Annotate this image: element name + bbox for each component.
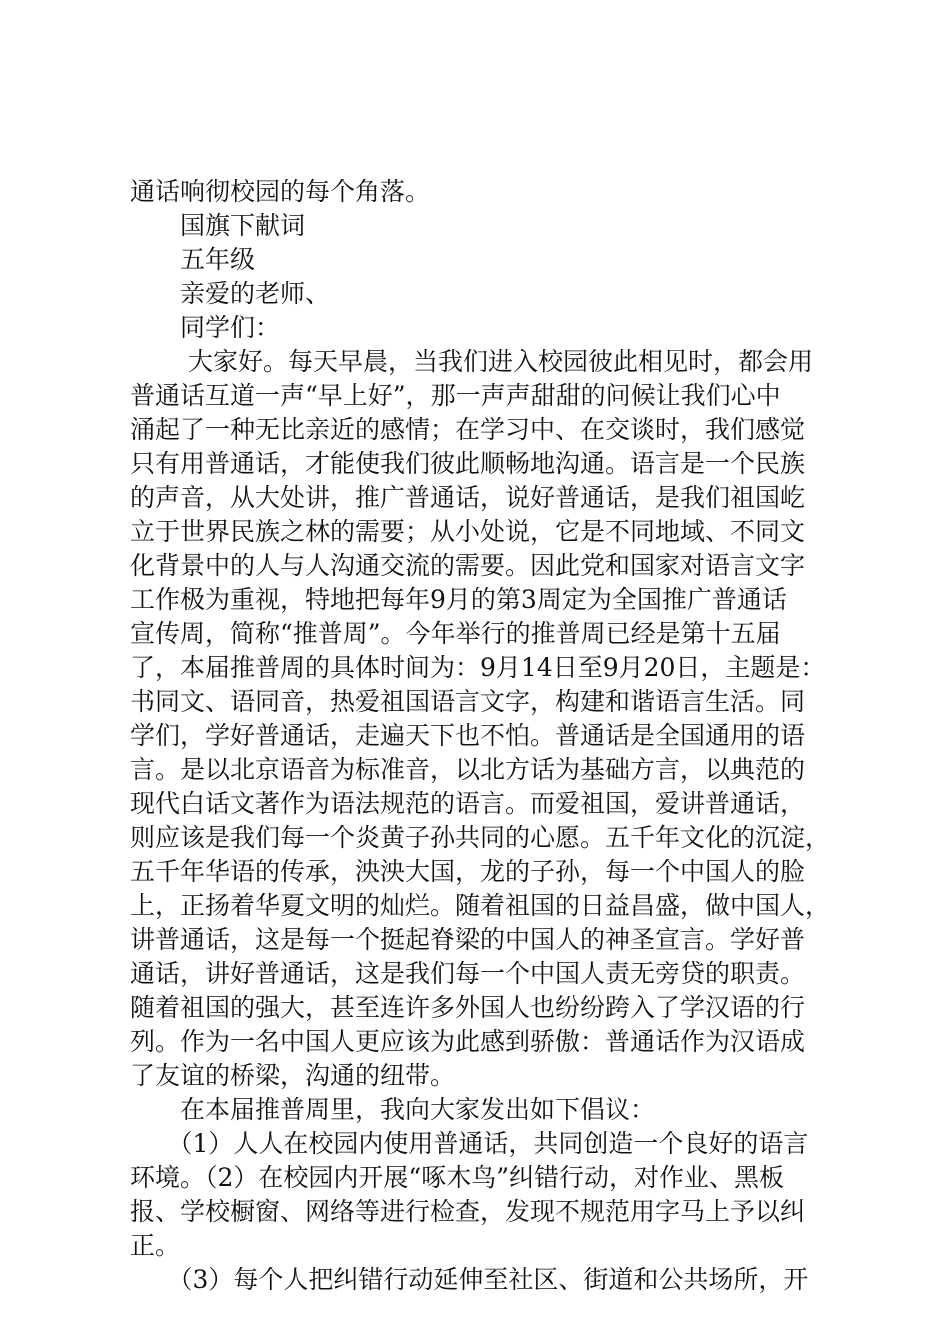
text-line: 工作极为重视，特地把每年9月的第3周定为全国推广普通话	[130, 585, 787, 614]
text-line: （3）每个人把纠错行动延伸至社区、街道和公共场所，开	[130, 1265, 809, 1294]
text-line: 五千年华语的传承，泱泱大国，龙的子孙，每一个中国人的脸	[130, 857, 806, 886]
text-line: 五年级	[130, 245, 256, 274]
text-line: 只有用普通话，才能使我们彼此顺畅地沟通。语言是一个民族	[130, 449, 806, 478]
text-line: 了，本届推普周的具体时间为：9月14日至9月20日，主题是：	[130, 653, 826, 682]
text-line: 通话响彻校园的每个角落。	[130, 177, 431, 206]
text-line: 则应该是我们每一个炎黄子孙共同的心愿。五千年文化的沉淀，	[130, 823, 831, 852]
text-line: 的声音，从大处讲，推广普通话，说好普通话，是我们祖国屹	[130, 483, 806, 512]
text-line: 正。	[130, 1231, 181, 1260]
text-line: 书同文、语同音，热爱祖国语言文字，构建和谐语言生活。同	[130, 687, 806, 716]
text-line: 亲爱的老师、	[130, 279, 331, 308]
text-line: 列。作为一名中国人更应该为此感到骄傲：普通话作为汉语成	[130, 1027, 806, 1056]
text-line: 立于世界民族之林的需要；从小处说，它是不同地域、不同文	[130, 517, 806, 546]
text-line: 同学们：	[130, 313, 281, 342]
text-line: 报、学校橱窗、网络等进行检查，发现不规范用字马上予以纠	[130, 1197, 806, 1226]
text-line: 随着祖国的强大，甚至连许多外国人也纷纷跨入了学汉语的行	[130, 993, 806, 1022]
text-line: 大家好。每天早晨，当我们进入校园彼此相见时，都会用	[130, 347, 813, 376]
text-line: 涌起了一种无比亲近的感情；在学习中、在交谈时，我们感觉	[130, 415, 806, 444]
text-line: 现代白话文著作为语法规范的语言。而爱祖国，爱讲普通话，	[130, 789, 806, 818]
text-line: 学们，学好普通话，走遍天下也不怕。普通话是全国通用的语	[130, 721, 806, 750]
text-line: 环境。（2）在校园内开展“啄木鸟”纠错行动，对作业、黑板	[130, 1163, 784, 1192]
text-line: 通话，讲好普通话，这是我们每一个中国人责无旁贷的职责。	[130, 959, 806, 988]
text-line: （1）人人在校园内使用普通话，共同创造一个良好的语言	[130, 1129, 809, 1158]
text-line: 上，正扬着华夏文明的灿烂。随着祖国的日益昌盛，做中国人，	[130, 891, 831, 920]
text-line: 了友谊的桥梁，沟通的纽带。	[130, 1061, 456, 1090]
document-body	[130, 175, 830, 1297]
text-line: 国旗下献词	[130, 211, 306, 240]
text-line: 宣传周，简称“推普周”。今年举行的推普周已经是第十五届	[130, 619, 781, 648]
text-line: 在本届推普周里，我向大家发出如下倡议：	[130, 1095, 656, 1124]
text-line: 普通话互道一声“早上好”，那一声声甜甜的问候让我们心中	[130, 381, 781, 410]
text-line: 言。是以北京语音为标准音，以北方话为基础方言，以典范的	[130, 755, 806, 784]
text-line: 化背景中的人与人沟通交流的需要。因此党和国家对语言文字	[130, 551, 806, 580]
text-line: 讲普通话，这是每一个挺起脊梁的中国人的神圣宣言。学好普	[130, 925, 806, 954]
